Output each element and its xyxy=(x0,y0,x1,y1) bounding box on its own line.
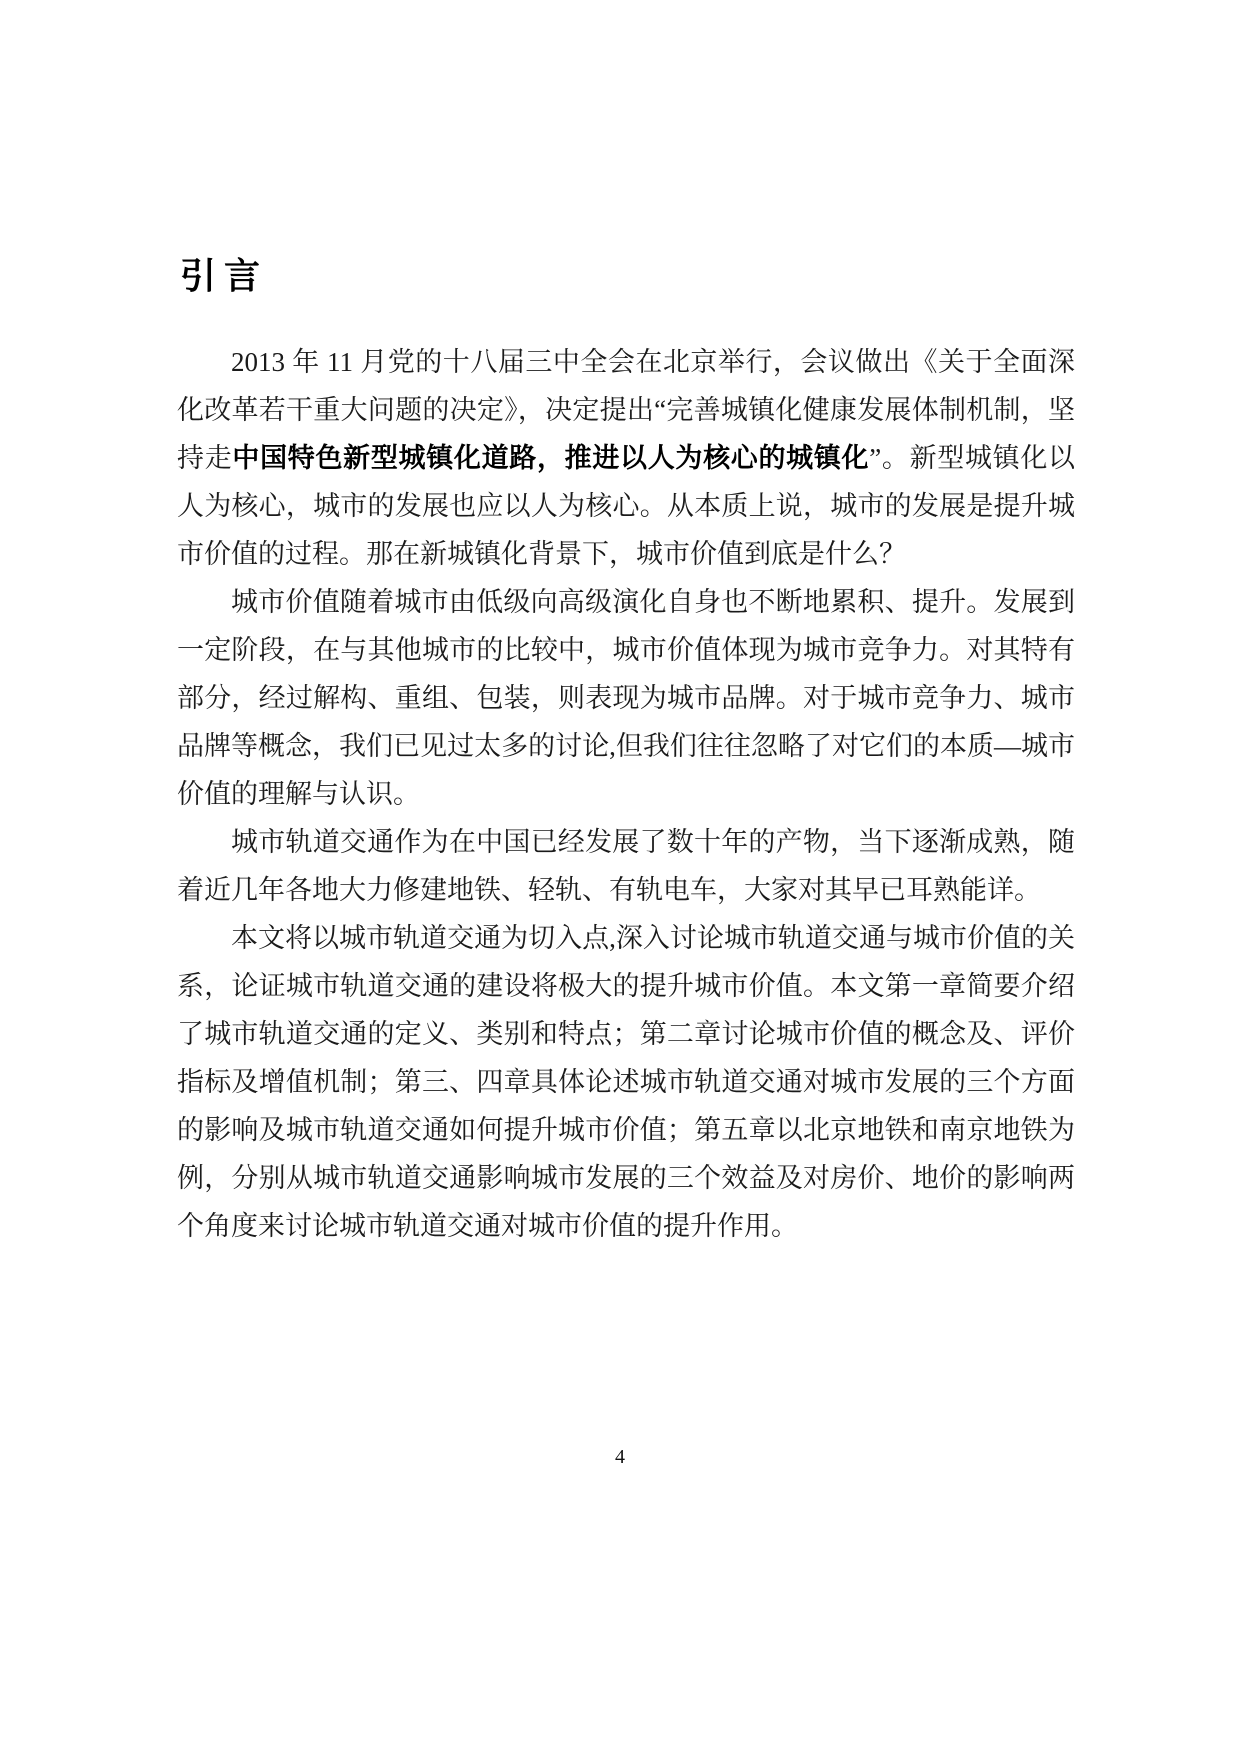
page-title: 引言 xyxy=(180,256,269,296)
bold-text-segment: 中国特色新型城镇化道路，推进以人为核心的城镇化 xyxy=(232,443,870,473)
text-segment: 城市轨道交通作为在中国已经发展了数十年的产物，当下逐渐成熟，随着近几年各地大力修建地铁、轻轨、有轨电车，大家对其早已耳熟能详。 xyxy=(177,827,1075,905)
text-segment: 本文将以城市轨道交通为切入点,深入讨论城市轨道交通与城市价值的关系，论证城市轨道交通的建设将极大的提升城市价值。本文第一章简要介绍了城市轨道交通的定义、类别和特点；第二章讨论城市价值的概念及、评价指标及增值机制；第三、四章具体论述城市轨道交通对城市发展的三个方面的影响及城市轨道交通如何提升城市价值；第五章以北京地铁和南京地铁为例，分别从城市轨道交通影响城市发展的三个效益及对房价、地价的影响两个角度来讨论城市轨道交通对城市价值的提升作用。 xyxy=(177,923,1075,1241)
paragraph xyxy=(177,818,1075,914)
paragraphs xyxy=(177,338,1075,1250)
text-segment: 城市价值随着城市由低级向高级演化自身也不断地累积、提升。发展到一定阶段，在与其他城市的比较中，城市价值体现为城市竞争力。对其特有部分，经过解构、重组、包装，则表现为城市品牌。对于城市竞争力、城市品牌等概念，我们已见过太多的讨论,但我们往往忽略了对它们的本质—城市价值的理解与认识。 xyxy=(177,587,1075,809)
page-number: 4 xyxy=(615,1446,625,1468)
paragraph xyxy=(177,578,1075,818)
text-segment: ”。新型城镇化以人为核心，城市的发展也应以人为核心。从本质上说，城市的发展是提升城市价值的过程。那在新城镇化背景下，城市价值到底是什么？ xyxy=(177,443,1076,569)
text-segment: 2013 年 11 月党的十八届三中全会在北京举行，会议做出《关于全面深化改革若干重大问题的决定》，决定提出“完善城镇化健康发展体制机制，坚持走 xyxy=(177,347,1075,473)
paragraph xyxy=(177,338,1075,578)
paragraph xyxy=(177,914,1075,1250)
